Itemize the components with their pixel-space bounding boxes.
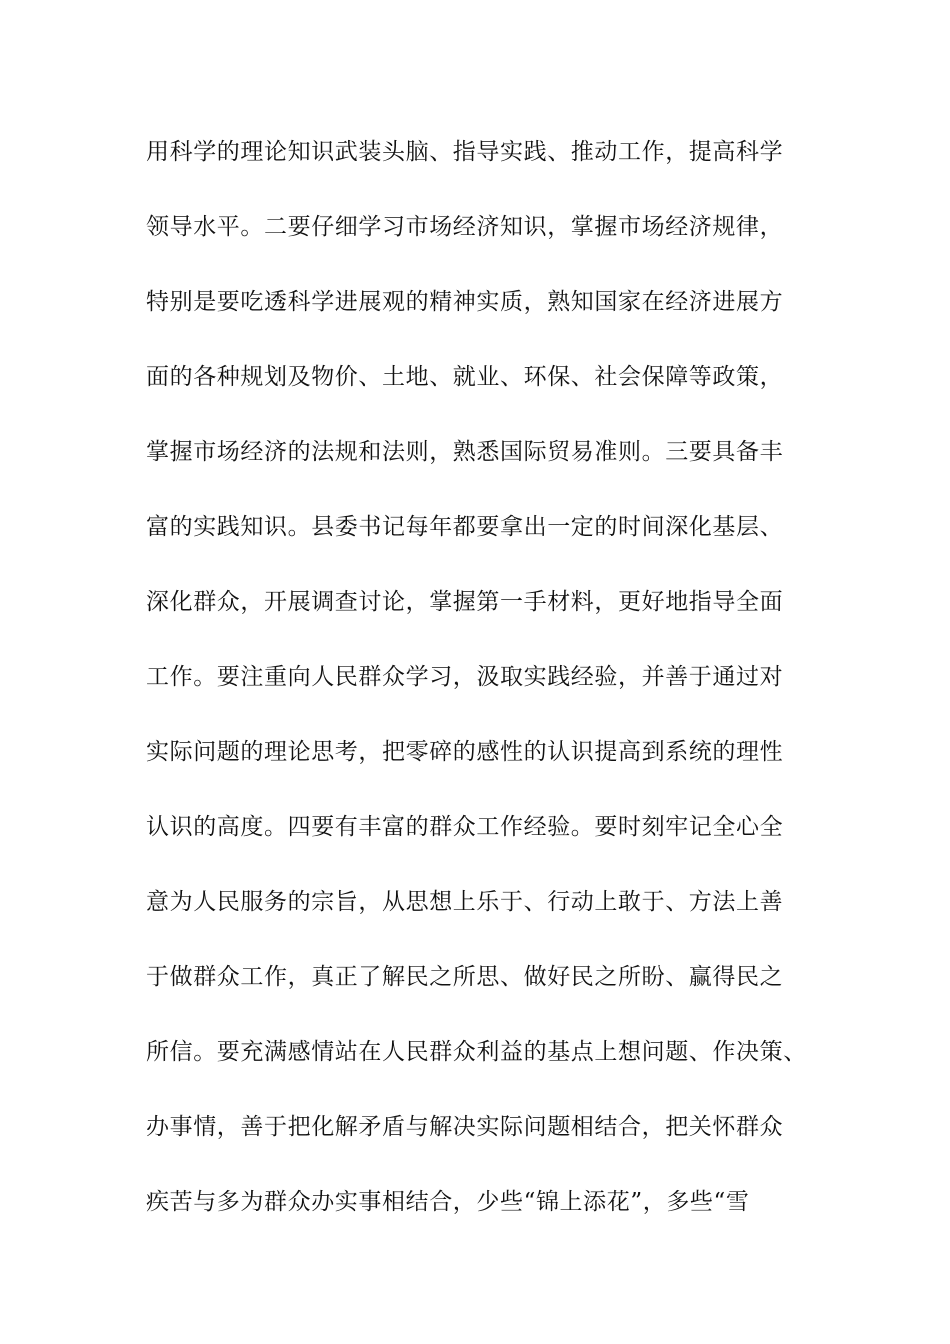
text-line: 所信。要充满感情站在人民群众利益的基点上想问题、作决策、	[146, 1039, 807, 1065]
text-line: 意为人民服务的宗旨，从思想上乐于、行动上敢于、方法上善	[146, 889, 784, 915]
text-line: 办事情，善于把化解矛盾与解决实际问题相结合，把关怀群众	[146, 1114, 784, 1140]
text-line: 面的各种规划及物价、土地、就业、环保、社会保障等政策，	[146, 364, 784, 390]
text-line: 掌握市场经济的法规和法则，熟悉国际贸易准则。三要具备丰	[146, 439, 784, 465]
text-line: 疾苦与多为群众办实事相结合，少些“锦上添花”，多些“雪	[146, 1189, 750, 1215]
text-line: 特别是要吃透科学进展观的精神实质，熟知国家在经济进展方	[146, 289, 784, 315]
text-line: 认识的高度。四要有丰富的群众工作经验。要时刻牢记全心全	[146, 814, 784, 840]
text-line: 实际问题的理论思考，把零碎的感性的认识提高到系统的理性	[146, 739, 784, 765]
text-line: 富的实践知识。县委书记每年都要拿出一定的时间深化基层、	[146, 514, 784, 540]
text-line: 领导水平。二要仔细学习市场经济知识，掌握市场经济规律，	[146, 214, 784, 240]
text-line: 于做群众工作，真正了解民之所思、做好民之所盼、赢得民之	[146, 964, 784, 990]
text-line: 用科学的理论知识武装头脑、指导实践、推动工作，提高科学	[146, 139, 784, 165]
text-line: 深化群众，开展调查讨论，掌握第一手材料，更好地指导全面	[146, 589, 784, 615]
text-line: 工作。要注重向人民群众学习，汲取实践经验，并善于通过对	[146, 664, 784, 690]
